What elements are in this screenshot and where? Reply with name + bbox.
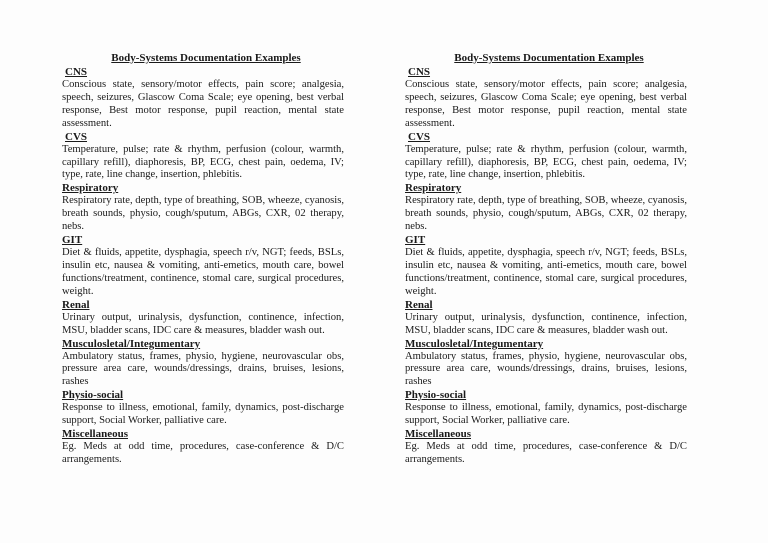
left-copy [62,52,344,467]
section-body-musculoskeletal: Ambulatory status, frames, physio, hygiene, neurovascular obs, pressure area care, wounds/dressings, drains, bruises, lesions, rashes [62,350,344,388]
document-title: Body-Systems Documentation Examples [454,52,644,64]
section-heading-cvs: CVS [408,130,431,143]
section-body-renal: Urinary output, urinalysis, dysfunction, continence, infection, MSU, bladder scans, IDC care & measures, bladder wash out. [405,311,687,336]
section-heading-respiratory: Respiratory [62,182,119,195]
section-body-git: Diet & fluids, appetite, dysphagia, speech r/v, NGT; feeds, BSLs, insulin etc, nausea & vomiting, anti-emetics, mouth care, bowel functions/treatment, continence, stomal care, surgical procedures, weight. [62,247,344,297]
section-body-miscellaneous: Eg. Meds at odd time, procedures, case-conference & D/C arrangements. [405,441,687,465]
section-heading-renal: Renal [405,298,433,311]
section-heading-physio-social: Physio-social [405,389,467,402]
section-body-physio-social: Response to illness, emotional, family, dynamics, post-discharge support, Social Worker, palliative care. [62,402,344,427]
section-body-cvs: Temperature, pulse; rate & rhythm, perfusion (colour, warmth, capillary refill), diaphoresis, BP, ECG, chest pain, oedema, IV; type, rate, line change, insertion, phlebitis. [405,143,687,181]
right-copy [405,52,687,467]
section-heading-cns: CNS [408,66,431,78]
section-body-cvs: Temperature, pulse; rate & rhythm, perfusion (colour, warmth, capillary refill), diaphoresis, BP, ECG, chest pain, oedema, IV; type, rate, line change, insertion, phlebitis. [62,143,344,181]
section-heading-git: GIT [62,234,83,247]
section-body-physio-social: Response to illness, emotional, family, dynamics, post-discharge support, Social Worker, palliative care. [405,402,687,427]
section-heading-cvs: CVS [65,130,88,143]
section-body-cns: Conscious state, sensory/motor effects, pain score; analgesia, speech, seizures, Glascow Coma Scale; eye opening, best verbal response, Best motor response, pupil reaction, mental state assessment. [405,79,687,129]
section-heading-physio-social: Physio-social [62,389,124,402]
section-heading-respiratory: Respiratory [405,182,462,195]
section-heading-renal: Renal [62,298,90,311]
section-heading-musculoskeletal: Musculosletal/Integumentary [405,337,544,350]
section-heading-miscellaneous: Miscellaneous [62,428,128,441]
section-heading-git: GIT [405,234,426,247]
section-body-renal: Urinary output, urinalysis, dysfunction, continence, infection, MSU, bladder scans, IDC care & measures, bladder wash out. [62,311,344,336]
section-body-miscellaneous: Eg. Meds at odd time, procedures, case-conference & D/C arrangements. [62,441,344,465]
section-heading-musculoskeletal: Musculosletal/Integumentary [62,337,201,350]
section-body-respiratory: Respiratory rate, depth, type of breathing, SOB, wheeze, cyanosis, breath sounds, physio, cough/sputum, ABGs, CXR, 02 therapy, nebs. [405,195,687,233]
section-body-cns: Conscious state, sensory/motor effects, pain score; analgesia, speech, seizures, Glascow Coma Scale; eye opening, best verbal response, Best motor response, pupil reaction, mental state assessment. [62,79,344,129]
section-body-respiratory: Respiratory rate, depth, type of breathing, SOB, wheeze, cyanosis, breath sounds, physio, cough/sputum, ABGs, CXR, 02 therapy, nebs. [62,195,344,233]
section-heading-cns: CNS [65,66,88,78]
document-title: Body-Systems Documentation Examples [111,52,301,64]
section-body-git: Diet & fluids, appetite, dysphagia, speech r/v, NGT; feeds, BSLs, insulin etc, nausea & vomiting, anti-emetics, mouth care, bowel functions/treatment, continence, stomal care, surgical procedures, weight. [405,247,687,297]
section-heading-miscellaneous: Miscellaneous [405,428,471,441]
section-body-musculoskeletal: Ambulatory status, frames, physio, hygiene, neurovascular obs, pressure area care, wounds/dressings, drains, bruises, lesions, rashes [405,350,687,388]
